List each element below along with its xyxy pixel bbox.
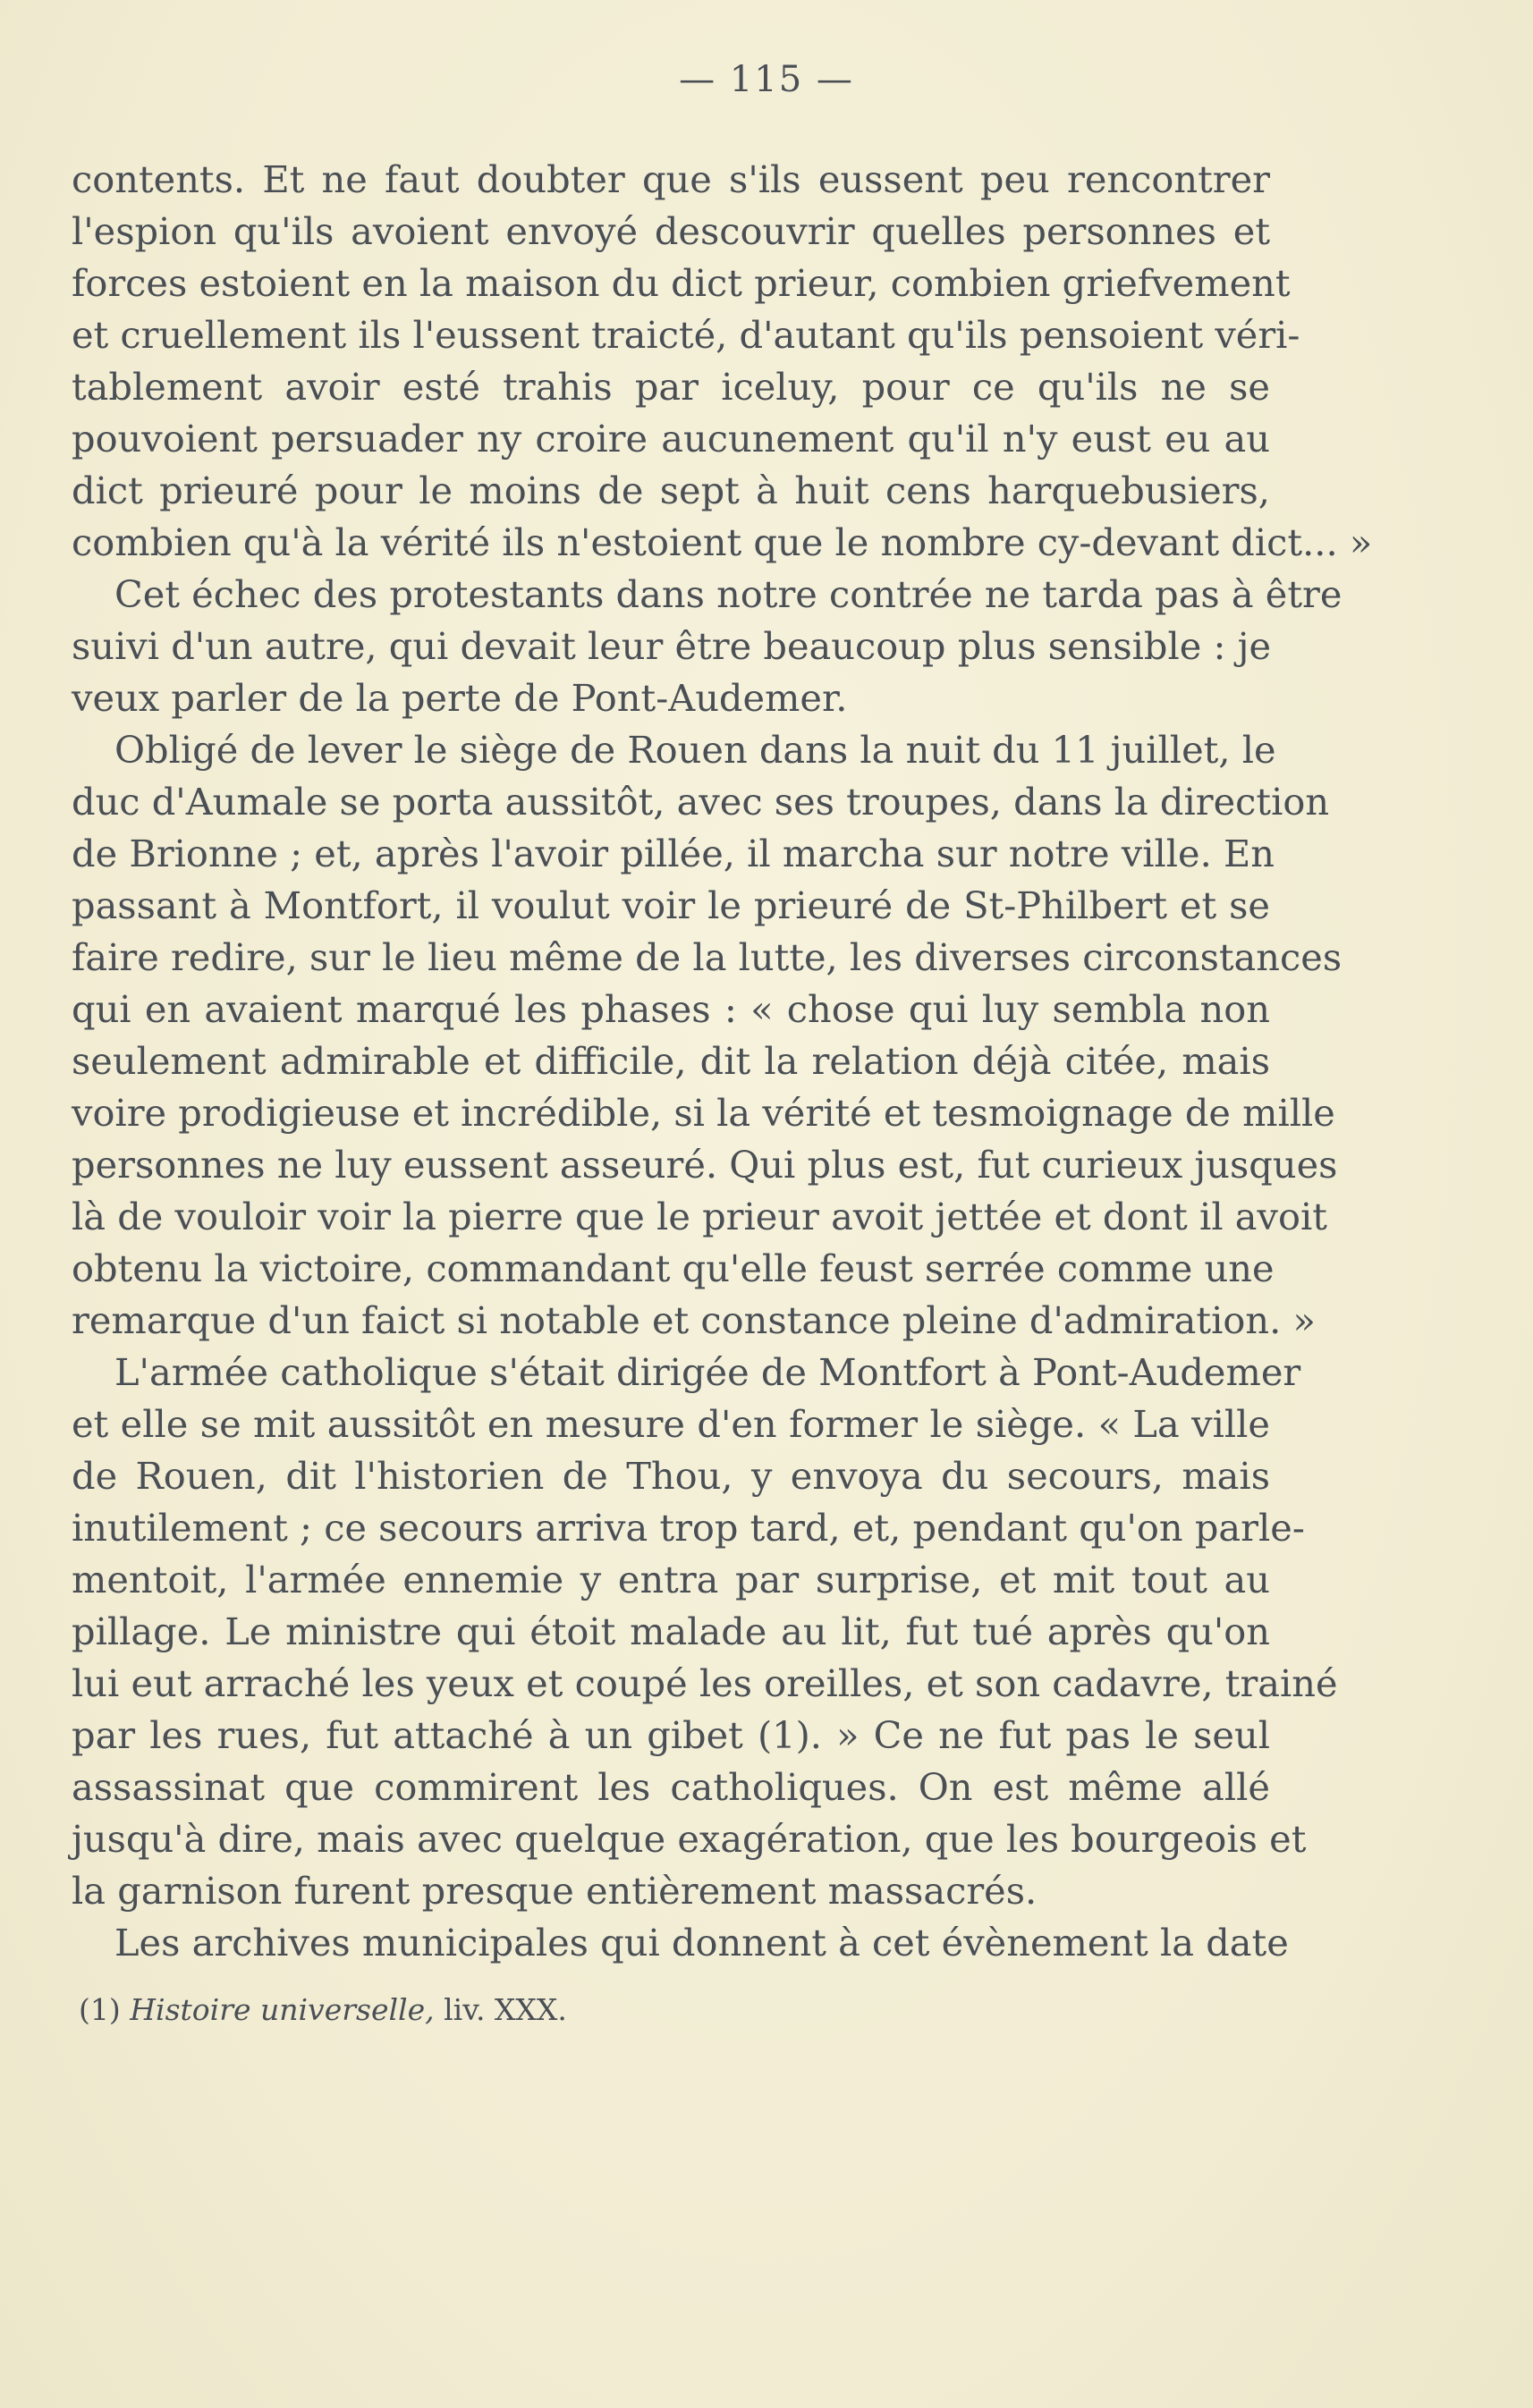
text-line: personnes ne luy eussent asseuré. Qui plus est, fut curieux jusques xyxy=(72,1143,1338,1187)
text-line: lui eut arraché les yeux et coupé les oreilles, et son cadavre, trainé xyxy=(72,1661,1338,1705)
text-line: tablement avoir esté trahis par iceluy, pour ce qu'ils ne se xyxy=(72,365,1270,409)
page-number: — 115 — xyxy=(679,59,854,100)
text-line: jusqu'à dire, mais avec quelque exagération, que les bourgeois et xyxy=(72,1817,1307,1861)
text-line: qui en avaient marqué les phases : « chose qui luy sembla non xyxy=(72,987,1270,1031)
text-line: contents. Et ne faut doubter que s'ils eussent peu rencontrer xyxy=(72,157,1270,201)
text-line: suivi d'un autre, qui devait leur être beaucoup plus sensible : je xyxy=(72,624,1272,668)
paragraph-start-line: Les archives municipales qui donnent à cet évènement la date xyxy=(114,1921,1289,1964)
text-line: duc d'Aumale se porta aussitôt, avec ses troupes, dans la direction xyxy=(72,780,1330,824)
text-line: de Rouen, dit l'historien de Thou, y envoya du secours, mais xyxy=(72,1454,1270,1498)
paragraph-start-line: L'armée catholique s'était dirigée de Montfort à Pont-Audemer xyxy=(114,1350,1301,1394)
text-line: et elle se mit aussitôt en mesure d'en former le siège. « La ville xyxy=(72,1402,1270,1446)
footnote-marker: (1) xyxy=(79,1992,121,2027)
text-line: là de vouloir voir la pierre que le prieur avoit jettée et dont il avoit xyxy=(72,1195,1327,1238)
body-text xyxy=(72,154,1373,1969)
text-line: la garnison furent presque entièrement massacrés. xyxy=(72,1869,1038,1913)
text-line: combien qu'à la vérité ils n'estoient que le nombre cy-devant dict... » xyxy=(72,520,1373,564)
text-line: inutilement ; ce secours arriva trop tard, et, pendant qu'on parle- xyxy=(72,1506,1305,1550)
text-line: et cruellement ils l'eussent traicté, d'autant qu'ils pensoient véri- xyxy=(72,313,1300,357)
text-line: passant à Montfort, il voulut voir le prieuré de St-Philbert et se xyxy=(72,883,1270,927)
text-line: par les rues, fut attaché à un gibet (1). » Ce ne fut pas le seul xyxy=(72,1713,1270,1757)
text-line: mentoit, l'armée ennemie y entra par surprise, et mit tout au xyxy=(72,1558,1270,1601)
paragraph-start-line: Cet échec des protestants dans notre contrée ne tarda pas à être xyxy=(114,572,1342,616)
text-line: obtenu la victoire, commandant qu'elle feust serrée comme une xyxy=(72,1246,1275,1290)
text-line: de Brionne ; et, après l'avoir pillée, il marcha sur notre ville. En xyxy=(72,832,1275,875)
text-line: pouvoient persuader ny croire aucunement qu'il n'y eust eu au xyxy=(72,417,1270,460)
footnote-reference: liv. XXX. xyxy=(444,1992,567,2027)
text-line: seulement admirable et difficile, dit la relation déjà citée, mais xyxy=(72,1039,1270,1083)
text-line: assassinat que commirent les catholiques. On est même allé xyxy=(72,1765,1270,1809)
text-line: forces estoient en la maison du dict prieur, combien griefvement xyxy=(72,261,1291,305)
text-line: pillage. Le ministre qui étoit malade au lit, fut tué après qu'on xyxy=(72,1610,1270,1653)
text-line: voire prodigieuse et incrédible, si la vérité et tesmoignage de mille xyxy=(72,1091,1335,1135)
footnote-work-title: Histoire universelle, xyxy=(130,1992,435,2027)
footnote xyxy=(79,1989,567,2032)
text-line: faire redire, sur le lieu même de la lutte, les diverses circonstances xyxy=(72,935,1342,979)
text-line: remarque d'un faict si notable et constance pleine d'admiration. » xyxy=(72,1298,1316,1342)
text-line: l'espion qu'ils avoient envoyé descouvrir quelles personnes et xyxy=(72,209,1270,253)
text-line: veux parler de la perte de Pont-Audemer. xyxy=(72,676,848,720)
paragraph-start-line: Obligé de lever le siège de Rouen dans la nuit du 11 juillet, le xyxy=(114,728,1276,772)
text-line: dict prieuré pour le moins de sept à huit cens harquebusiers, xyxy=(72,469,1270,512)
